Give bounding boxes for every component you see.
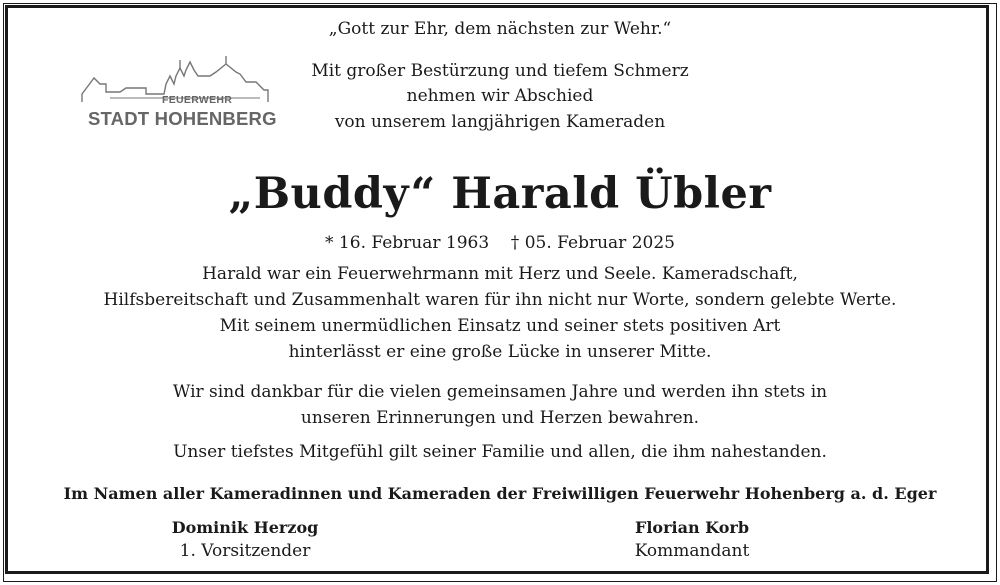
intro-line-1: Mit großer Bestürzung und tiefem Schmerz: [311, 61, 689, 81]
paragraph2-line-1: Wir sind dankbar für die vielen gemeinsamen Jahre und werden ihn stets in: [172, 382, 828, 402]
logo-line1: FEUERWEHR: [162, 94, 233, 106]
signatory-left: [95, 518, 395, 561]
logo-line2: STADT HOHENBERG: [88, 108, 277, 129]
motto: „Gott zur Ehr, dem nächsten zur Wehr.“: [328, 19, 672, 39]
signatory-role: Kommandant: [634, 541, 750, 561]
paragraph3: Unser tiefstes Mitgefühl gilt seiner Familie und allen, die ihm nahestanden.: [173, 442, 827, 462]
intro-line-2: nehmen wir Abschied: [406, 86, 594, 106]
paragraph1-line-4: hinterlässt er eine große Lücke in unserer Mitte.: [288, 342, 712, 362]
signatory-role: 1. Vorsitzender: [179, 541, 311, 561]
paragraph1-line-3: Mit seinem unermüdlichen Einsatz und seiner stets positiven Art: [219, 316, 781, 336]
intro-line-3: von unserem langjährigen Kameraden: [334, 112, 666, 132]
paragraph1-line-2: Hilfsbereitschaft und Zusammenhalt waren für ihn nicht nur Worte, sondern gelebte Werte.: [103, 290, 897, 310]
paragraph1-line-1: Harald war ein Feuerwehrmann mit Herz und Seele. Kameradschaft,: [202, 264, 798, 284]
signatory-name: Dominik Herzog: [171, 518, 319, 537]
paragraph2-line-2: unseren Erinnerungen und Herzen bewahren.: [300, 408, 700, 428]
signatory-right: [542, 518, 842, 561]
on-behalf-line: Im Namen aller Kameradinnen und Kameraden der Freiwilligen Feuerwehr Hohenberg a. d. Eger: [63, 484, 937, 503]
life-dates: * 16. Februar 1963 † 05. Februar 2025: [325, 233, 675, 253]
deceased-name: „Buddy“ Harald Übler: [228, 169, 772, 219]
signatory-name: Florian Korb: [634, 518, 750, 537]
